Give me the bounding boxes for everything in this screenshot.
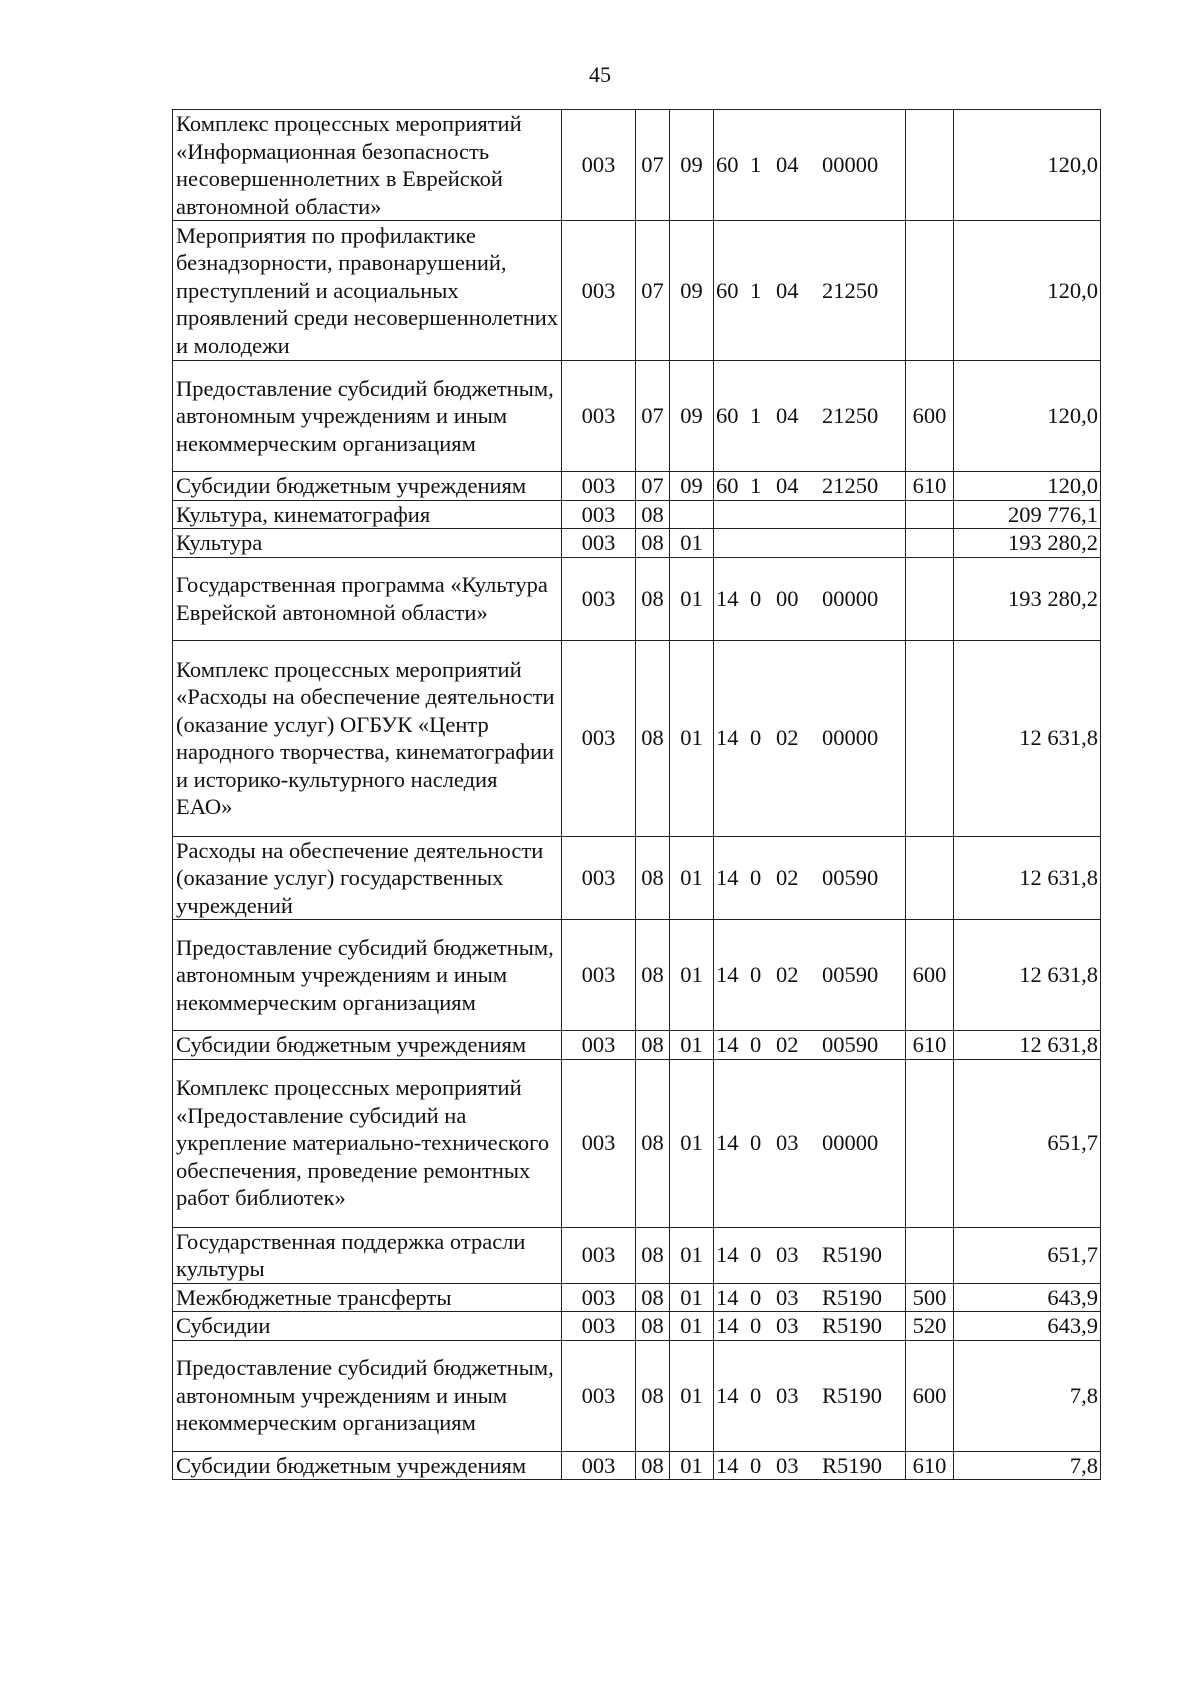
row-target-article-code xyxy=(714,221,906,361)
row-grbs-code: 003 xyxy=(562,500,636,529)
row-target-article-code xyxy=(714,1312,906,1341)
row-section-code: 07 xyxy=(636,110,670,221)
target-article-part: 0 xyxy=(750,1452,762,1478)
row-subsection-code xyxy=(670,500,714,529)
row-target-article-code xyxy=(714,1451,906,1480)
table-row xyxy=(173,920,1101,1031)
row-expense-type-code: 610 xyxy=(906,1451,954,1480)
target-article-part: 00 xyxy=(776,585,799,611)
target-article-part: 0 xyxy=(750,1284,762,1310)
table-row xyxy=(173,110,1101,221)
row-grbs-code: 003 xyxy=(562,1340,636,1451)
row-section-code: 08 xyxy=(636,1227,670,1283)
row-name: Субсидии xyxy=(173,1312,562,1341)
target-article-part: 03 xyxy=(776,1284,799,1310)
row-section-code: 08 xyxy=(636,1312,670,1341)
budget-table xyxy=(172,109,1101,1480)
target-article-part: 14 xyxy=(716,1284,739,1310)
row-sum: 651,7 xyxy=(954,1059,1101,1227)
table-row xyxy=(173,361,1101,472)
target-article-part: 04 xyxy=(776,277,799,303)
row-target-article-code xyxy=(714,1059,906,1227)
row-expense-type-code: 600 xyxy=(906,361,954,472)
row-subsection-code: 01 xyxy=(670,1451,714,1480)
target-article-part: 0 xyxy=(750,1130,762,1156)
row-section-code: 08 xyxy=(636,500,670,529)
target-article-part: 04 xyxy=(776,473,799,498)
row-expense-type-code xyxy=(906,110,954,221)
table-row xyxy=(173,1031,1101,1060)
row-sum: 643,9 xyxy=(954,1283,1101,1312)
row-sum: 12 631,8 xyxy=(954,920,1101,1031)
row-subsection-code: 01 xyxy=(670,557,714,640)
row-section-code: 08 xyxy=(636,640,670,836)
target-article-part: 0 xyxy=(750,1313,762,1338)
target-article-part: 1 xyxy=(750,152,762,178)
target-article-part: 03 xyxy=(776,1313,799,1338)
table-row xyxy=(173,500,1101,529)
row-target-article-code xyxy=(714,500,906,529)
row-grbs-code: 003 xyxy=(562,361,636,472)
target-article-part: 1 xyxy=(750,403,762,429)
row-subsection-code: 09 xyxy=(670,221,714,361)
row-expense-type-code xyxy=(906,221,954,361)
row-target-article-code xyxy=(714,1031,906,1060)
row-grbs-code: 003 xyxy=(562,640,636,836)
target-article-part: 02 xyxy=(776,725,799,751)
row-name: Субсидии бюджетным учреждениям xyxy=(173,1031,562,1060)
target-article-part: 21250 xyxy=(822,473,879,498)
row-target-article-code xyxy=(714,1227,906,1283)
table-row xyxy=(173,1283,1101,1312)
row-subsection-code: 09 xyxy=(670,110,714,221)
target-article-part: 0 xyxy=(750,585,762,611)
row-grbs-code: 003 xyxy=(562,1031,636,1060)
target-article-part: 0 xyxy=(750,1382,762,1408)
target-article-part: R5190 xyxy=(822,1284,883,1310)
target-article-part: R5190 xyxy=(822,1382,883,1408)
table-row xyxy=(173,836,1101,920)
target-article-part: 0 xyxy=(750,962,762,988)
row-section-code: 08 xyxy=(636,1451,670,1480)
row-name: Культура xyxy=(173,529,562,558)
row-target-article-code xyxy=(714,920,906,1031)
table-row xyxy=(173,640,1101,836)
row-subsection-code: 01 xyxy=(670,529,714,558)
row-sum: 7,8 xyxy=(954,1451,1101,1480)
target-article-part: 21250 xyxy=(822,277,879,303)
row-expense-type-code: 500 xyxy=(906,1283,954,1312)
row-expense-type-code: 600 xyxy=(906,1340,954,1451)
row-target-article-code xyxy=(714,110,906,221)
row-sum: 7,8 xyxy=(954,1340,1101,1451)
row-expense-type-code: 600 xyxy=(906,920,954,1031)
row-sum: 12 631,8 xyxy=(954,1031,1101,1060)
row-name: Государственная поддержка отрасли культуры xyxy=(173,1227,562,1283)
row-section-code: 08 xyxy=(636,920,670,1031)
table-row xyxy=(173,529,1101,558)
row-grbs-code: 003 xyxy=(562,529,636,558)
target-article-part: R5190 xyxy=(822,1242,883,1268)
row-grbs-code: 003 xyxy=(562,221,636,361)
row-name: Субсидии бюджетным учреждениям xyxy=(173,1451,562,1480)
row-expense-type-code xyxy=(906,1059,954,1227)
row-grbs-code: 003 xyxy=(562,557,636,640)
target-article-part: 02 xyxy=(776,962,799,988)
target-article-part: 00000 xyxy=(822,725,879,751)
row-expense-type-code: 610 xyxy=(906,472,954,501)
target-article-part: 02 xyxy=(776,865,799,890)
row-subsection-code: 01 xyxy=(670,1283,714,1312)
row-sum: 120,0 xyxy=(954,221,1101,361)
target-article-part: 21250 xyxy=(822,403,879,429)
row-name: Комплекс процессных мероприятий «Расходы на обеспечение деятельности (оказание услуг) ОГБУК «Центр народного творчества, кинематографии и историко-культурного наследия ЕАО» xyxy=(173,640,562,836)
target-article-part: 14 xyxy=(716,1242,739,1268)
target-article-part: 14 xyxy=(716,585,739,611)
row-name: Комплекс процессных мероприятий «Информационная безопасность несовершеннолетних в Еврейской автономной области» xyxy=(173,110,562,221)
target-article-part: 1 xyxy=(750,277,762,303)
row-subsection-code: 01 xyxy=(670,1340,714,1451)
target-article-part: 14 xyxy=(716,865,739,890)
target-article-part: 0 xyxy=(750,725,762,751)
target-article-part: 14 xyxy=(716,1382,739,1408)
row-subsection-code: 09 xyxy=(670,472,714,501)
row-section-code: 07 xyxy=(636,221,670,361)
row-grbs-code: 003 xyxy=(562,472,636,501)
row-section-code: 08 xyxy=(636,1059,670,1227)
row-sum: 643,9 xyxy=(954,1312,1101,1341)
row-name: Комплекс процессных мероприятий «Предоставление субсидий на укрепление материально-технического обеспечения, проведение ремонтных работ библиотек» xyxy=(173,1059,562,1227)
row-target-article-code xyxy=(714,1283,906,1312)
row-expense-type-code xyxy=(906,557,954,640)
row-subsection-code: 01 xyxy=(670,1059,714,1227)
target-article-part: 02 xyxy=(776,1032,799,1057)
row-target-article-code xyxy=(714,472,906,501)
row-section-code: 08 xyxy=(636,557,670,640)
row-grbs-code: 003 xyxy=(562,1312,636,1341)
row-name: Государственная программа «Культура Еврейской автономной области» xyxy=(173,557,562,640)
page-number: 45 xyxy=(589,62,611,87)
row-expense-type-code xyxy=(906,1227,954,1283)
table-row xyxy=(173,1312,1101,1341)
target-article-part: 14 xyxy=(716,1130,739,1156)
table-row xyxy=(173,472,1101,501)
row-subsection-code: 01 xyxy=(670,920,714,1031)
row-section-code: 07 xyxy=(636,361,670,472)
row-sum: 193 280,2 xyxy=(954,557,1101,640)
row-name: Субсидии бюджетным учреждениям xyxy=(173,472,562,501)
row-sum: 120,0 xyxy=(954,361,1101,472)
target-article-part: 00590 xyxy=(822,865,879,890)
target-article-part: 00590 xyxy=(822,962,879,988)
row-target-article-code xyxy=(714,557,906,640)
target-article-part: 0 xyxy=(750,1242,762,1268)
row-section-code: 08 xyxy=(636,529,670,558)
row-target-article-code xyxy=(714,1340,906,1451)
row-grbs-code: 003 xyxy=(562,110,636,221)
row-grbs-code: 003 xyxy=(562,920,636,1031)
table-row xyxy=(173,221,1101,361)
row-expense-type-code xyxy=(906,640,954,836)
row-sum: 12 631,8 xyxy=(954,836,1101,920)
row-subsection-code: 01 xyxy=(670,1312,714,1341)
target-article-part: 03 xyxy=(776,1242,799,1268)
target-article-part: R5190 xyxy=(822,1452,883,1478)
target-article-part: 00000 xyxy=(822,152,879,178)
row-expense-type-code: 520 xyxy=(906,1312,954,1341)
table-row xyxy=(173,1340,1101,1451)
target-article-part: 03 xyxy=(776,1382,799,1408)
row-grbs-code: 003 xyxy=(562,1059,636,1227)
row-subsection-code: 01 xyxy=(670,640,714,836)
target-article-part: 1 xyxy=(750,473,762,498)
target-article-part: 04 xyxy=(776,152,799,178)
row-name: Расходы на обеспечение деятельности (оказание услуг) государственных учреждений xyxy=(173,836,562,920)
target-article-part: 14 xyxy=(716,962,739,988)
row-grbs-code: 003 xyxy=(562,836,636,920)
table-row xyxy=(173,557,1101,640)
table-row xyxy=(173,1451,1101,1480)
table-row xyxy=(173,1059,1101,1227)
row-name: Предоставление субсидий бюджетным, автономным учреждениям и иным некоммерческим организациям xyxy=(173,920,562,1031)
row-target-article-code xyxy=(714,529,906,558)
target-article-part: 04 xyxy=(776,403,799,429)
row-subsection-code: 09 xyxy=(670,361,714,472)
row-name: Предоставление субсидий бюджетным, автономным учреждениям и иным некоммерческим организациям xyxy=(173,361,562,472)
row-name: Мероприятия по профилактике безнадзорности, правонарушений, преступлений и асоциальных проявлений среди несовершеннолетних и молодежи xyxy=(173,221,562,361)
row-grbs-code: 003 xyxy=(562,1451,636,1480)
row-name: Предоставление субсидий бюджетным, автономным учреждениям и иным некоммерческим организациям xyxy=(173,1340,562,1451)
target-article-part: 00590 xyxy=(822,1032,879,1057)
table-body xyxy=(173,110,1101,1480)
row-sum: 209 776,1 xyxy=(954,500,1101,529)
target-article-part: 14 xyxy=(716,1032,739,1057)
row-expense-type-code xyxy=(906,529,954,558)
target-article-part: 03 xyxy=(776,1130,799,1156)
row-name: Межбюджетные трансферты xyxy=(173,1283,562,1312)
target-article-part: 60 xyxy=(716,152,739,178)
target-article-part: R5190 xyxy=(822,1313,883,1338)
row-section-code: 08 xyxy=(636,1283,670,1312)
row-sum: 651,7 xyxy=(954,1227,1101,1283)
row-sum: 193 280,2 xyxy=(954,529,1101,558)
row-subsection-code: 01 xyxy=(670,1227,714,1283)
row-expense-type-code: 610 xyxy=(906,1031,954,1060)
row-section-code: 08 xyxy=(636,1031,670,1060)
row-grbs-code: 003 xyxy=(562,1227,636,1283)
row-subsection-code: 01 xyxy=(670,836,714,920)
table-row xyxy=(173,1227,1101,1283)
target-article-part: 0 xyxy=(750,1032,762,1057)
row-expense-type-code xyxy=(906,500,954,529)
row-sum: 12 631,8 xyxy=(954,640,1101,836)
row-sum: 120,0 xyxy=(954,472,1101,501)
target-article-part: 14 xyxy=(716,1313,739,1338)
row-target-article-code xyxy=(714,361,906,472)
target-article-part: 0 xyxy=(750,865,762,890)
row-name: Культура, кинематография xyxy=(173,500,562,529)
row-grbs-code: 003 xyxy=(562,1283,636,1312)
target-article-part: 60 xyxy=(716,403,739,429)
target-article-part: 00000 xyxy=(822,1130,879,1156)
target-article-part: 14 xyxy=(716,725,739,751)
target-article-part: 60 xyxy=(716,277,739,303)
row-section-code: 08 xyxy=(636,1340,670,1451)
row-section-code: 08 xyxy=(636,836,670,920)
row-target-article-code xyxy=(714,836,906,920)
target-article-part: 00000 xyxy=(822,585,879,611)
row-subsection-code: 01 xyxy=(670,1031,714,1060)
target-article-part: 14 xyxy=(716,1452,739,1478)
row-sum: 120,0 xyxy=(954,110,1101,221)
target-article-part: 60 xyxy=(716,473,739,498)
target-article-part: 03 xyxy=(776,1452,799,1478)
row-expense-type-code xyxy=(906,836,954,920)
row-section-code: 07 xyxy=(636,472,670,501)
row-target-article-code xyxy=(714,640,906,836)
